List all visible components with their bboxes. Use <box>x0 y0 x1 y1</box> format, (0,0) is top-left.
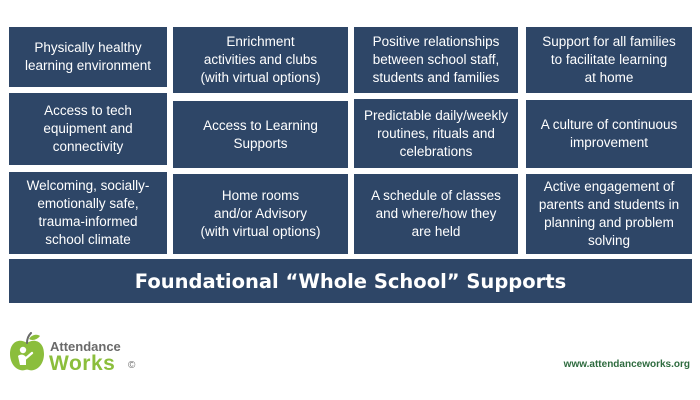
tile-enrichment-activities: Enrichment activities and clubs (with virtual options) <box>173 27 348 93</box>
tile-positive-relationships: Positive relationships between school staff, students and families <box>354 27 518 93</box>
tile-access-to-learning-supports: Access to Learning Supports <box>173 101 348 168</box>
tile-active-engagement: Active engagement of parents and students in planning and problem solving <box>526 174 692 254</box>
logo-text-works: Works <box>49 352 116 375</box>
tile-welcoming-climate: Welcoming, socially- emotionally safe, trauma-informed school climate <box>9 172 167 254</box>
copyright-mark: © <box>128 360 136 371</box>
tile-continuous-improvement: A culture of continuous improvement <box>526 100 692 168</box>
logo-text-attendance: Attendance <box>50 339 121 354</box>
foundational-supports-banner: Foundational “Whole School” Supports <box>9 259 692 303</box>
tile-access-to-tech: Access to tech equipment and connectivity <box>9 93 167 165</box>
tile-support-for-families: Support for all families to facilitate learning at home <box>526 27 692 93</box>
tile-schedule-of-classes: A schedule of classes and where/how they are held <box>354 174 518 254</box>
tile-physically-healthy: Physically healthy learning environment <box>9 27 167 87</box>
attendance-works-logo <box>8 330 158 378</box>
tile-home-rooms-advisory: Home rooms and/or Advisory (with virtual options) <box>173 174 348 254</box>
tile-predictable-routines: Predictable daily/weekly routines, rituals and celebrations <box>354 99 518 168</box>
apple-icon <box>8 332 46 374</box>
website-url: www.attendanceworks.org <box>563 359 690 370</box>
